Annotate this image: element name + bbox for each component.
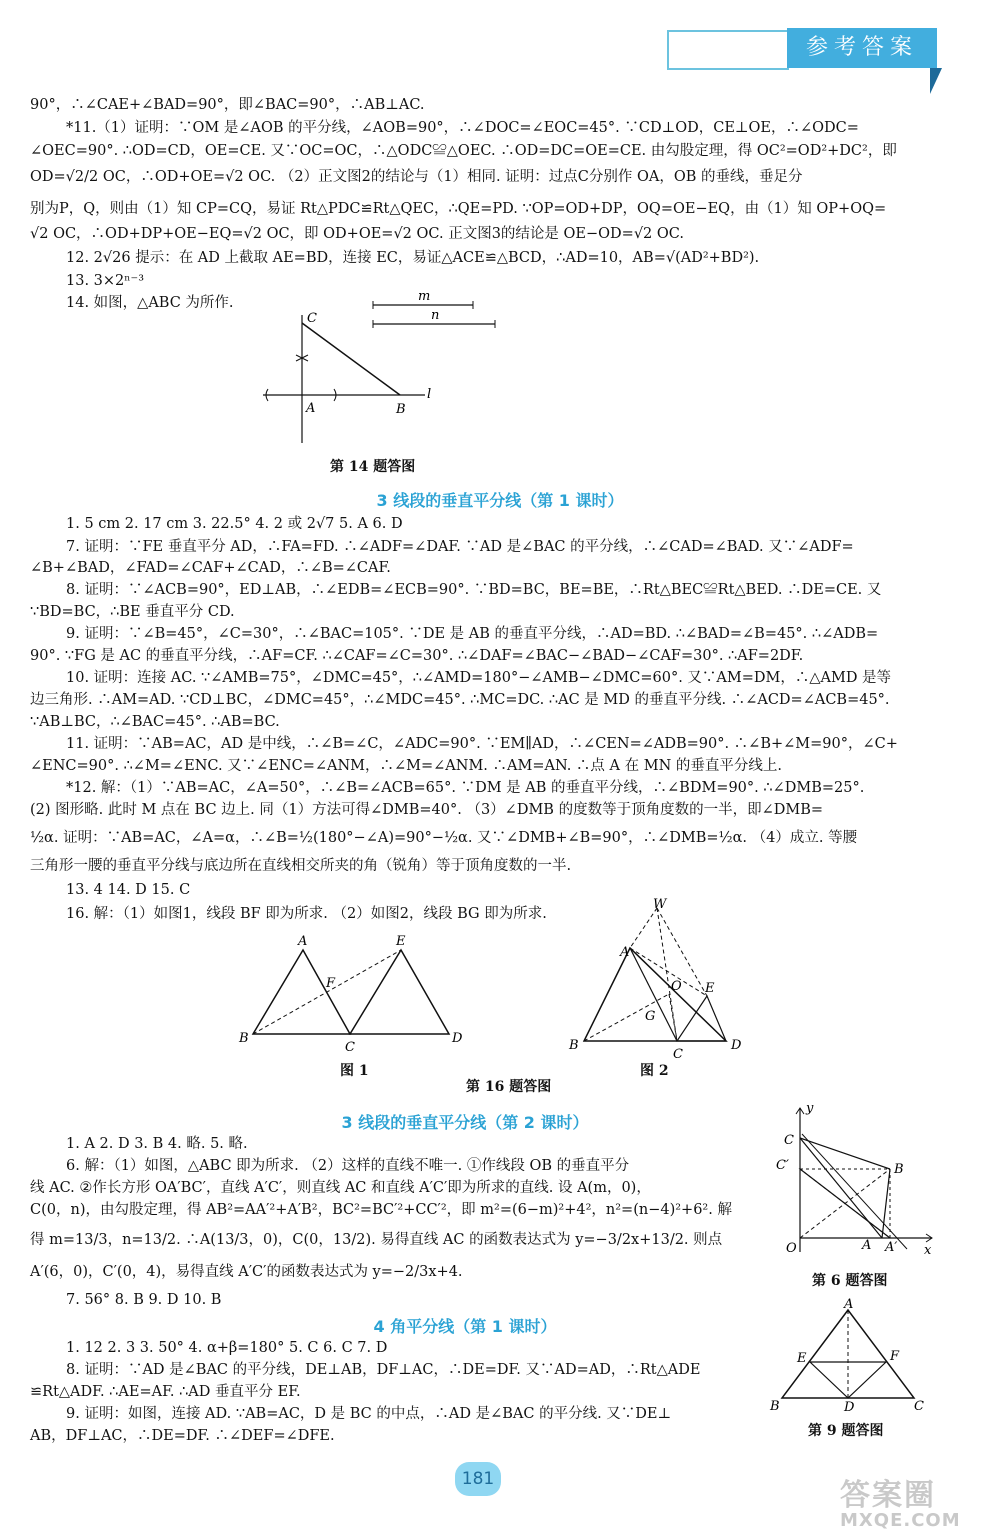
text-line: 8. 证明：∵AD 是∠BAC 的平分线，DE⊥AB，DF⊥AC，∴DE=DF. 又∵AD=AD，∴Rt△ADE [66,1362,701,1378]
text-line: 13. 3×2ⁿ⁻³ [66,273,145,289]
section-title: 3 线段的垂直平分线（第 1 课时） [376,491,624,510]
label-A: A [298,934,308,949]
label-O: O [671,979,682,994]
label-B: B [396,402,406,417]
text-line: 7. 56° 8. B 9. D 10. B [66,1292,222,1308]
label-W: W [653,897,667,912]
text-line: 11. 证明：∵AB=AC，AD 是中线，∴∠B=∠C，∠ADC=90°. ∵EM∥AD，∴∠CEN=∠ADB=90°. ∴∠B+∠M=90°，∠C+ [66,736,898,752]
text-line: 90°，∴∠CAE+∠BAD=90°，即∠BAC=90°，∴AB⊥AC. [30,97,425,113]
watermark-top: 答案圈 [840,1478,936,1513]
text-line: 边三角形. ∴AM=AD. ∵CD⊥BC，∠DMC=45°，∴∠MDC=45°. ∴MC=DC. ∴AC 是 MD 的垂直平分线. ∴∠ACD=∠ACB=45°. [30,692,890,708]
label-m: m [418,289,431,304]
text-line: 1. 5 cm 2. 17 cm 3. 22.5° 4. 2 或 2√7 5. A 6. D [66,516,403,532]
text-line: 14. 如图，△ABC 为所作. [66,295,234,311]
page-number: 181 [455,1462,501,1496]
text-line: *12. 解：（1）∵AB=AC，∠A=50°，∴∠B=∠ACB=65°. ∵DM 是 AB 的垂直平分线，∴∠BDM=90°. ∴∠DMB=25°. [66,780,865,796]
figure-16-2 [565,897,755,1062]
text-line: √2 OC，∴OD+DP+OE−EQ=√2 OC，即 OD+OE=√2 OC. 正文图3的结论是 OE−OD=√2 OC. [30,226,684,242]
label-G: G [645,1009,656,1024]
text-line: 13. 4 14. D 15. C [66,882,191,898]
figure-16-sub2: 图 2 [640,1063,669,1079]
text-line: ∠B+∠BAD，∠FAD=∠CAF+∠CAD，∴∠B=∠CAF. [30,560,391,576]
text-line: 12. 2√26 提示：在 AD 上截取 AE=BD，连接 EC，易证△ACE≌△BCD，∴AD=10，AB=√(AD²+BD²). [66,250,760,266]
figure-14 [255,285,515,450]
label-B: B [770,1399,780,1414]
text-line: 6. 解：（1）如图，△ABC 即为所求. （2）这样的直线不唯一. ①作线段 OB 的垂直平分 [66,1158,630,1174]
label-D: D [844,1400,855,1415]
label-F: F [326,976,336,991]
label-D: D [452,1031,463,1046]
text-line: *11.（1）证明：∵OM 是∠AOB 的平分线，∠AOB=90°，∴∠DOC=∠EOC=45°. ∵CD⊥OD，CE⊥OE，∴∠ODC= [66,120,859,136]
header-decoration-box [667,30,789,70]
label-l: l [427,387,432,402]
watermark-bottom: MXQE.COM [840,1510,961,1531]
text-line: 别为P，Q，则由（1）知 CP=CQ，易证 Rt△PDC≌Rt△QEC，∴QE=PD. ∵OP=OD+DP，OQ=OE−EQ，由（1）知 OP+OQ= [30,201,887,217]
text-line: 7. 证明：∵FE 垂直平分 AD，∴FA=FD. ∴∠ADF=∠DAF. ∵AD 是∠BAC 的平分线，∴∠CAD=∠BAD. 又∵∠ADF= [66,539,854,555]
text-line: 9. 证明：如图，连接 AD. ∵AB=AC，D 是 BC 的中点，∴AD 是∠BAC 的平分线. 又∵DE⊥ [66,1406,672,1422]
figure-9-caption: 第 9 题答图 [808,1423,884,1439]
label-F: F [890,1349,900,1364]
label-C: C [345,1040,355,1055]
text-line: ∵BD=BC，∴BE 垂直平分 CD. [30,604,235,620]
label-B: B [569,1038,579,1053]
section-title: 3 线段的垂直平分线（第 2 课时） [341,1113,589,1132]
label-Ap: A′ [885,1240,898,1255]
text-line: ½α. 证明：∵AB=AC，∠A=α，∴∠B=½(180°−∠A)=90°−½α. 又∵∠DMB+∠B=90°，∴∠DMB=½α. （4）成立. 等腰 [30,830,858,846]
label-B: B [894,1162,904,1177]
label-y: y [806,1101,814,1116]
text-line: 8. 证明：∵∠ACB=90°，ED⊥AB，∴∠EDB=∠ECB=90°. ∵BD=BC，BE=BE，∴Rt△BEC≌Rt△BED. ∴DE=CE. 又 [66,582,882,598]
text-line: ≌Rt△ADF. ∴AE=AF. ∴AD 垂直平分 EF. [30,1384,301,1400]
figure-9 [770,1297,930,1415]
label-E: E [396,934,406,949]
label-A: A [844,1297,854,1312]
figure-14-caption: 第 14 题答图 [330,459,416,475]
text-line: 1. 12 2. 3 3. 50° 4. α+β=180° 5. C 6. C 7. D [66,1340,388,1356]
watermark [840,1470,970,1531]
figure-16-caption: 第 16 题答图 [466,1079,552,1095]
text-line: 10. 证明：连接 AC. ∵∠AMB=75°，∠DMC=45°，∴∠AMD=180°−∠AMB−∠DMC=60°. 又∵AM=DM，∴△AMD 是等 [66,670,892,686]
text-line: 三角形一腰的垂直平分线与底边所在直线相交所夹的角（锐角）等于顶角度数的一半. [30,858,572,874]
figure-16-1 [235,932,475,1057]
header-tab-corner [930,68,942,94]
label-O: O [786,1241,797,1256]
label-C: C [307,311,317,326]
label-A: A [620,945,630,960]
text-line: ∠ENC=90°. ∴∠M=∠ENC. 又∵∠ENC=∠ANM，∴∠M=∠ANM. ∴AM=AN. ∴点 A 在 MN 的垂直平分线上. [30,758,782,774]
label-C: C [784,1133,794,1148]
label-C: C [914,1399,924,1414]
text-line: AB，DF⊥AC，∴DE=DF. ∴∠DEF=∠DFE. [30,1428,335,1444]
figure-6 [772,1101,937,1264]
text-line: (2) 图形略. 此时 M 点在 BC 边上. 同（1）方法可得∠DMB=40°. （3）∠DMB 的度数等于顶角度数的一半，即∠DMB= [30,802,823,818]
label-A: A [862,1238,872,1253]
label-Cp: C′ [776,1158,789,1173]
text-line: ∵AB⊥BC，∴∠BAC=45°. ∴AB=BC. [30,714,280,730]
label-n: n [431,308,440,323]
text-line: OD=√2/2 OC，∴OD+OE=√2 OC. （2）正文图2的结论与（1）相同. 证明：过点C分别作 OA，OB 的垂线，垂足分 [30,169,803,185]
text-line: 16. 解：（1）如图1，线段 BF 即为所求. （2）如图2，线段 BG 即为所求. [66,906,547,922]
section-title: 4 角平分线（第 1 课时） [373,1317,557,1336]
text-line: 1. A 2. D 3. B 4. 略. 5. 略. [66,1136,248,1152]
text-line: 90°. ∵FG 是 AC 的垂直平分线，∴AF=CF. ∴∠CAF=∠C=30°. ∴∠DAF=∠BAC−∠BAD−∠CAF=30°. ∴AF=2DF. [30,648,804,664]
label-D: D [731,1038,742,1053]
text-line: 得 m=13/3，n=13/2. ∴A(13/3，0)，C(0，13/2). 易得直线 AC 的函数表达式为 y=−3/2x+13/2. 则点 [30,1232,723,1248]
label-C: C [673,1047,683,1062]
text-line: C(0，n)，由勾股定理，得 AB²=AA′²+A′B²，BC²=BC′²+CC′²，即 m²=(6−m)²+4²，n²=(n−4)²+6². 解 [30,1202,732,1218]
text-line: A′(6，0)，C′(0，4)，易得直线 A′C′的函数表达式为 y=−2/3x+4. [30,1264,463,1280]
label-B: B [239,1031,249,1046]
text-line: 9. 证明：∵∠B=45°，∠C=30°，∴∠BAC=105°. ∵DE 是 AB 的垂直平分线，∴AD=BD. ∴∠BAD=∠B=45°. ∴∠ADB= [66,626,879,642]
label-x: x [924,1243,932,1258]
figure-16-sub1: 图 1 [340,1063,369,1079]
text-line: ∠OEC=90°. ∴OD=CD，OE=CE. 又∵OC=OC，∴△ODC≌△OEC. ∴OD=DC=OE=CE. 由勾股定理，得 OC²=OD²+DC²，即 [30,143,897,159]
header-answer-tab: 参考答案 [787,28,937,68]
text-line: 线 AC. ②作长方形 OA′BC′，直线 A′C′，则直线 AC 和直线 A′C′即为所求的直线. 设 A(m，0)， [30,1180,651,1196]
label-E: E [797,1351,807,1366]
label-A: A [306,401,316,416]
figure-6-caption: 第 6 题答图 [812,1273,888,1289]
label-E: E [705,981,715,996]
